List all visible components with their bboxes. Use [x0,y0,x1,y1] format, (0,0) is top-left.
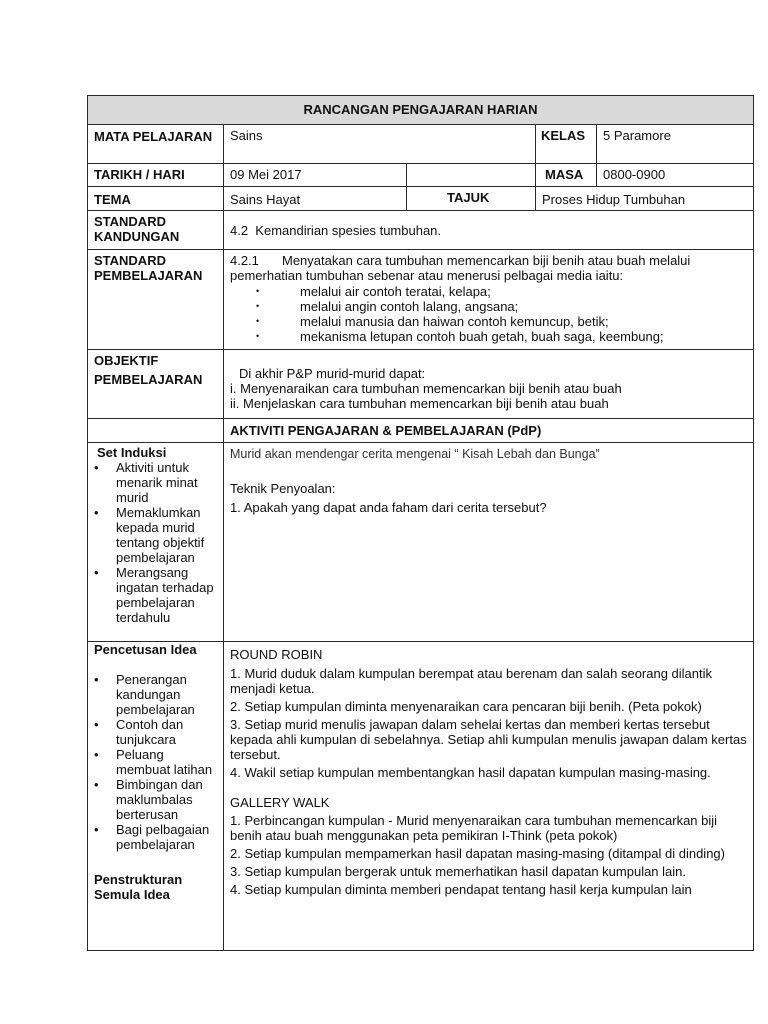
bullet-icon: • [94,672,99,687]
kelas-value [596,124,754,164]
bullet-icon: • [94,717,99,732]
bullet-icon: • [256,316,260,326]
sk-label [87,210,224,250]
sp-list [230,284,747,344]
list-item [230,284,747,299]
bullet-icon: • [94,505,99,520]
list-item [92,460,219,505]
obj-item-1: i. Menyenaraikan cara tumbuhan memencarkan biji benih atau buah [230,381,622,396]
set-item-text: Merangsang ingatan terhadap pembelajaran terdahulu [116,565,214,625]
sp-item-text: melalui angin contoh lalang, angsana; [300,299,519,314]
set-induksi-content [223,442,754,642]
set-question-1: 1. Apakah yang dapat anda faham dari cerita tersebut? [230,500,547,515]
sk-label-text: STANDARD KANDUNGAN [94,214,180,244]
sp-statement [230,253,747,283]
bullet-icon: • [94,565,99,580]
obj-label [87,349,224,419]
tajuk-value-text: Proses Hidup Tumbuhan [542,192,686,207]
page-title: RANCANGAN PENGAJARAN HARIAN [87,95,754,125]
set-item-text: Memaklumkan kepada murid tentang objektif pembelajaran [116,505,205,565]
tajuk-label [406,186,536,211]
round-robin-step-1: 1. Murid duduk dalam kumpulan berempat atau berenam dan salah seorang dilantik menjadi ketua. [230,666,713,696]
penstrukturan-title [92,872,219,902]
set-induksi-label [87,442,224,642]
set-item-text: Aktiviti untuk menarik minat murid [116,460,198,505]
tarikh-label [87,163,224,187]
sp-label [87,249,224,350]
masa-value-text: 0800-0900 [603,167,666,182]
gallery-walk-title: GALLERY WALK [230,795,330,810]
bullet-icon: • [94,822,99,837]
tema-value-text: Sains Hayat [230,192,301,207]
tema-label-text: TEMA [94,192,131,207]
list-item [92,717,219,747]
masa-label [535,163,597,187]
sp-item-text: melalui manusia dan haiwan contoh kemuncup, betik; [300,314,609,329]
gallery-walk-step-2: 2. Setiap kumpulan mempamerkan hasil dapatan masing-masing (ditampal di dinding) [230,846,725,861]
kelas-label [535,124,597,164]
obj-value [223,349,754,419]
list-item [92,777,219,822]
list-item [92,672,219,717]
set-induksi-title: Set Induksi [97,445,167,460]
gallery-walk-step-3: 3. Setiap kumpulan bergerak untuk memerhatikan hasil dapatan kumpulan lain. [230,864,686,879]
pen-item-text: Peluang membuat latihan [116,747,213,777]
tajuk-label-text: TAJUK [447,190,490,205]
sp-text: Menyatakan cara tumbuhan memencarkan biji benih atau buah melalui pemerhatian tumbuhan sebenar atau menerusi pelbagai media iaitu: [230,253,691,283]
masa-label-text: MASA [545,167,584,182]
mata-value [223,124,536,164]
masa-value [596,163,754,187]
sk-value-text: 4.2 Kemandirian spesies tumbuhan. [230,223,442,238]
penstrukturan-line-2: Semula Idea [94,887,170,902]
pencetusan-label [87,641,224,951]
obj-item-2: ii. Menjelaskan cara tumbuhan memencarkan biji benih atau buah [230,396,609,411]
bullet-icon: • [256,301,260,311]
tarikh-value-text: 09 Mei 2017 [230,167,302,182]
list-item [230,329,747,344]
pencetusan-content [223,641,754,951]
sp-item-text: melalui air contoh teratai, kelapa; [300,284,491,299]
list-item [230,314,747,329]
bullet-icon: • [256,286,260,296]
pen-item-text: Penerangan kandungan pembelajaran [116,672,195,717]
set-teknik: Teknik Penyoalan: [230,481,336,496]
set-story: Murid akan mendengar cerita mengenai “ Kisah Lebah dan Bunga” [230,447,600,461]
tajuk-value [535,186,754,211]
sp-label-text: STANDARD PEMBELAJARAN [94,253,203,283]
kelas-value-text: 5 Paramore [603,128,671,143]
bullet-icon: • [94,747,99,762]
sk-value [223,210,754,250]
pen-item-text: Bimbingan dan maklumbalas berterusan [116,777,203,822]
kelas-label-text: KELAS [541,128,586,143]
round-robin-step-3: 3. Setiap murid menulis jawapan dalam sehelai kertas dan memberi kertas tersebut kepada ahli kumpulan di sebelahnya. Setiap ahli kumpulan menulis jawapan dalam kertas tersebut. [230,717,747,762]
list-item [92,565,219,625]
list-item [92,747,219,777]
mata-label [87,124,224,164]
round-robin-title: ROUND ROBIN [230,647,323,662]
set-induksi-list [92,460,219,625]
mata-value-text: Sains [230,128,263,143]
obj-label-line-2: PEMBELAJARAN [94,372,203,387]
sp-number: 4.2.1 [230,253,259,268]
sp-item-text: mekanisma letupan contoh buah getah, buah saga, keembung; [300,329,664,344]
list-item [230,299,747,314]
gallery-walk-step-4: 4. Setiap kumpulan diminta memberi pendapat tentang hasil kerja kumpulan lain [230,882,692,897]
pencetusan-list [92,672,219,852]
tarikh-empty [406,163,536,187]
list-item [92,822,219,852]
pencetusan-title: Pencetusan Idea [94,642,197,657]
activity-heading-blank [87,418,224,443]
gallery-walk-step-1: 1. Perbincangan kumpulan - Murid menyenaraikan cara tumbuhan memencarkan biji benih atau buah menggunakan peta pemikiran I-Think (peta pokok) [230,813,718,843]
tema-label [87,186,224,211]
round-robin-step-2: 2. Setiap kumpulan diminta menyenaraikan cara pencaran biji benih. (Peta pokok) [230,699,702,714]
tema-value [223,186,407,211]
obj-label-line-1: OBJEKTIF [94,353,159,368]
bullet-icon: • [94,777,99,792]
penstrukturan-line-1: Penstrukturan [94,872,183,887]
sp-value [223,249,754,350]
mata-label-text: MATA PELAJARAN [94,129,213,144]
pen-item-text: Contoh dan tunjukcara [116,717,184,747]
pen-item-text: Bagi pelbagaian pembelajaran [116,822,210,852]
round-robin-step-4: 4. Wakil setiap kumpulan membentangkan hasil dapatan kumpulan masing-masing. [230,765,711,780]
obj-intro: Di akhir P&P murid-murid dapat: [239,366,426,381]
list-item [92,505,219,565]
bullet-icon: • [256,331,260,341]
tarikh-value [223,163,407,187]
tarikh-label-text: TARIKH / HARI [94,167,185,182]
bullet-icon: • [94,460,99,475]
activity-heading [223,418,754,443]
activity-heading-text: AKTIVITI PENGAJARAN & PEMBELAJARAN (PdP) [230,423,542,438]
